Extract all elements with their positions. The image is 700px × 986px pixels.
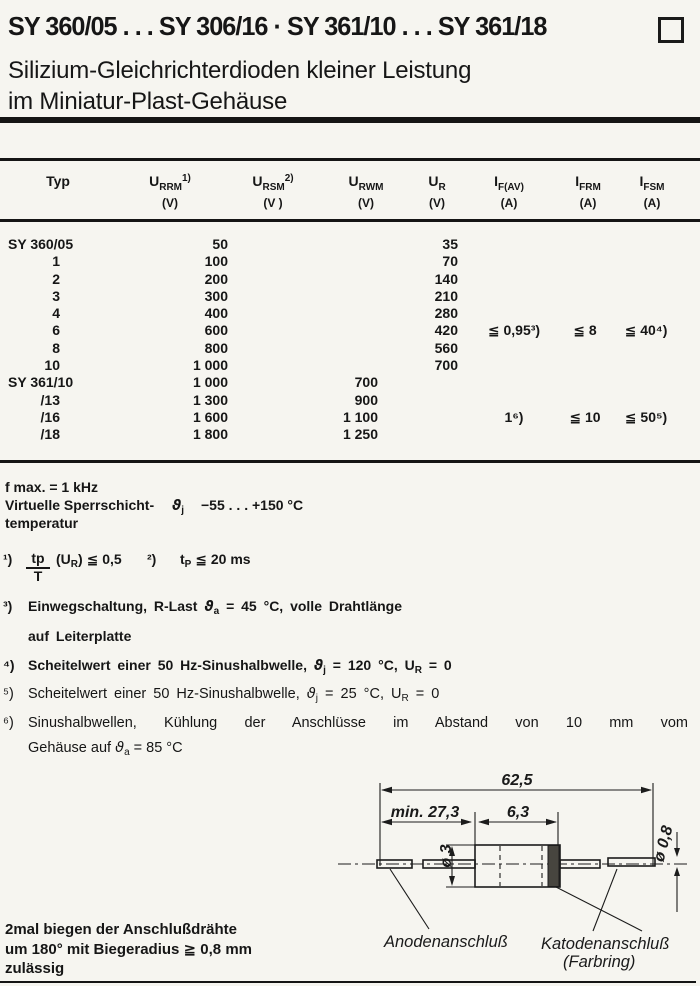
table-cell-urrm: 1 600	[192, 408, 228, 425]
package-drawing	[330, 755, 700, 986]
table-row	[0, 374, 700, 391]
table-cell-typ: /16	[40, 408, 60, 425]
table-cell-typ: 4	[52, 305, 60, 322]
table-row	[0, 305, 700, 322]
table-cell-urrm: 1 800	[192, 426, 228, 443]
footnote-6: ⁶) Sinushalbwellen, Kühlung der Anschlüsse im Abstand von 10 mm vom Gehäuse auf $ϑ_a = 85$ °C	[3, 715, 688, 758]
table-cell-typ: 6	[52, 322, 60, 339]
dimension-lead-length: min. 27,3	[390, 804, 460, 821]
subtitle-line-1: Silizium-Gleichrichterdioden kleiner Leistung	[8, 57, 472, 84]
column-header-ifav: $I_{F(AV)}$ (A)	[494, 173, 524, 210]
table-cell-ifav: 1⁶)	[504, 408, 524, 425]
table-top-rule	[0, 158, 700, 161]
table-cell-urrm: 1 000	[192, 374, 228, 391]
table-cell-urrm: 200	[204, 270, 228, 287]
footnote-5: ⁵) Scheitelwert einer 50 Hz-Sinushalbwelle, $ϑ_j = 25$ °C, $U_R = 0$	[3, 686, 440, 704]
table-cell-typ: SY 360/05	[8, 236, 74, 252]
table-bottom-rule	[0, 460, 700, 463]
table-row	[0, 322, 700, 339]
table-cell-urrm: 1 300	[192, 391, 228, 408]
cathode-label-2: (Farbring)	[563, 953, 636, 971]
table-cell-ifrm: ≦ 8	[573, 322, 597, 339]
table-cell-urrm: 800	[204, 339, 228, 356]
fmax-note: f max. = 1 kHz	[5, 479, 98, 495]
table-cell-ur: 560	[434, 339, 458, 356]
table-cell-urwm: 700	[354, 374, 378, 391]
marker-checkbox	[658, 17, 684, 43]
column-header-ifrm: $I_{FRM}$ (A)	[575, 173, 601, 210]
table-cell-ur: 210	[434, 287, 458, 304]
table-body	[0, 236, 700, 448]
table-row	[0, 392, 700, 409]
table-cell-typ: /18	[40, 426, 60, 443]
header-divider	[0, 117, 700, 123]
table-cell-typ: 8	[52, 339, 60, 356]
table-cell-urwm: 900	[354, 391, 378, 408]
table-cell-ur: 700	[434, 357, 458, 374]
table-cell-ifsm: ≦ 40⁴)	[624, 322, 668, 339]
column-header-urrm: $U_{RRM}^{1)}$ (V)	[149, 173, 191, 210]
footnote-4: ⁴) Scheitelwert einer 50 Hz-Sinushalbwelle, $ϑ_j = 120$ °C, $U_R = 0$	[3, 657, 452, 676]
lead-right-outer	[608, 858, 655, 866]
table-cell-typ: 10	[44, 357, 60, 374]
table-cell-ifsm: ≦ 50⁵)	[624, 408, 668, 425]
table-header-rule	[0, 219, 700, 222]
table-cell-urwm: 1 250	[342, 426, 378, 443]
dimension-total-length: 62,5	[501, 772, 533, 789]
footnote-1-2: ¹) $\frac{tp}{T}$ $(U_R)$ ≦ 0,5 ²) $t_P$ ≦ 20 ms	[3, 550, 251, 584]
dimension-lead-diameter: ø 0,8	[650, 824, 677, 864]
table-row	[0, 357, 700, 374]
table-row	[0, 253, 700, 270]
table-cell-typ: 3	[52, 287, 60, 304]
body-dashed-lines	[500, 846, 542, 886]
table-cell-ur: 140	[434, 270, 458, 287]
table-cell-ifrm: ≦ 10	[569, 408, 601, 425]
page-bottom-rule	[0, 981, 696, 983]
column-header-ursm: $U_{RSM}^{2)}$ (V )	[252, 173, 294, 210]
table-row	[0, 288, 700, 305]
table-cell-urrm: 400	[204, 305, 228, 322]
footnote-3: ³) Einwegschaltung, R-Last $ϑ_a = 45$ °C, volle Drahtlänge auf Leiterplatte	[3, 598, 402, 644]
table-cell-ur: 280	[434, 305, 458, 322]
dimension-body-length: 6,3	[506, 804, 530, 821]
table-cell-urrm: 50	[212, 236, 228, 252]
table-cell-urwm: 1 100	[342, 408, 378, 425]
diode-body	[475, 845, 560, 887]
table-cell-ur: 420	[434, 322, 458, 339]
table-row	[0, 340, 700, 357]
column-header-urwm: $U_{RWM}$ (V)	[348, 173, 384, 210]
page-title: SY 360/05 . . . SY 306/16 · SY 361/10 . . . SY 361/18	[8, 11, 547, 41]
table-row	[0, 426, 700, 443]
column-header-ifsm: $I_{FSM}$ (A)	[639, 173, 665, 210]
table-cell-ifav: ≦ 0,95³)	[487, 322, 541, 339]
anode-label: Anodenanschluß	[384, 933, 508, 951]
table-cell-ur: 70	[442, 253, 458, 270]
table-row	[0, 271, 700, 288]
leader-lines	[390, 869, 642, 931]
subtitle-line-2: im Miniatur-Plast-Gehäuse	[8, 88, 288, 115]
table-cell-urrm: 600	[204, 322, 228, 339]
table-cell-typ: SY 361/10	[8, 374, 74, 391]
page-subtitle	[8, 55, 471, 117]
column-header-ur: $U_R$ (V)	[428, 173, 446, 210]
junction-temp-note: Virtuelle Sperrschicht- $ϑ_j$ −55 . . . +150 °C	[5, 497, 304, 516]
bend-note: 2mal biegen der Anschlußdrähte um 180° mit Biegeradius ≧ 0,8 mm zulässig	[5, 921, 252, 977]
table-cell-urrm: 300	[204, 287, 228, 304]
cathode-label: Katodenanschluß	[541, 935, 670, 953]
extension-lines	[380, 783, 653, 866]
table-cell-typ: 2	[52, 270, 60, 287]
tp-over-t-fraction: $\frac{tp}{T}$	[26, 551, 50, 584]
cathode-band	[548, 846, 559, 887]
table-row	[0, 236, 700, 253]
table-header	[0, 165, 700, 219]
table-cell-ur: 35	[442, 236, 458, 252]
column-header-typ: Typ	[46, 173, 70, 189]
dimension-body-diameter: ø 3	[438, 844, 455, 868]
table-row	[0, 409, 700, 426]
junction-temp-note-2: temperatur	[5, 515, 79, 531]
table-cell-typ: /13	[40, 391, 60, 408]
table-cell-urrm: 1 000	[192, 357, 228, 374]
table-cell-typ: 1	[52, 253, 60, 270]
table-cell-urrm: 100	[204, 253, 228, 270]
